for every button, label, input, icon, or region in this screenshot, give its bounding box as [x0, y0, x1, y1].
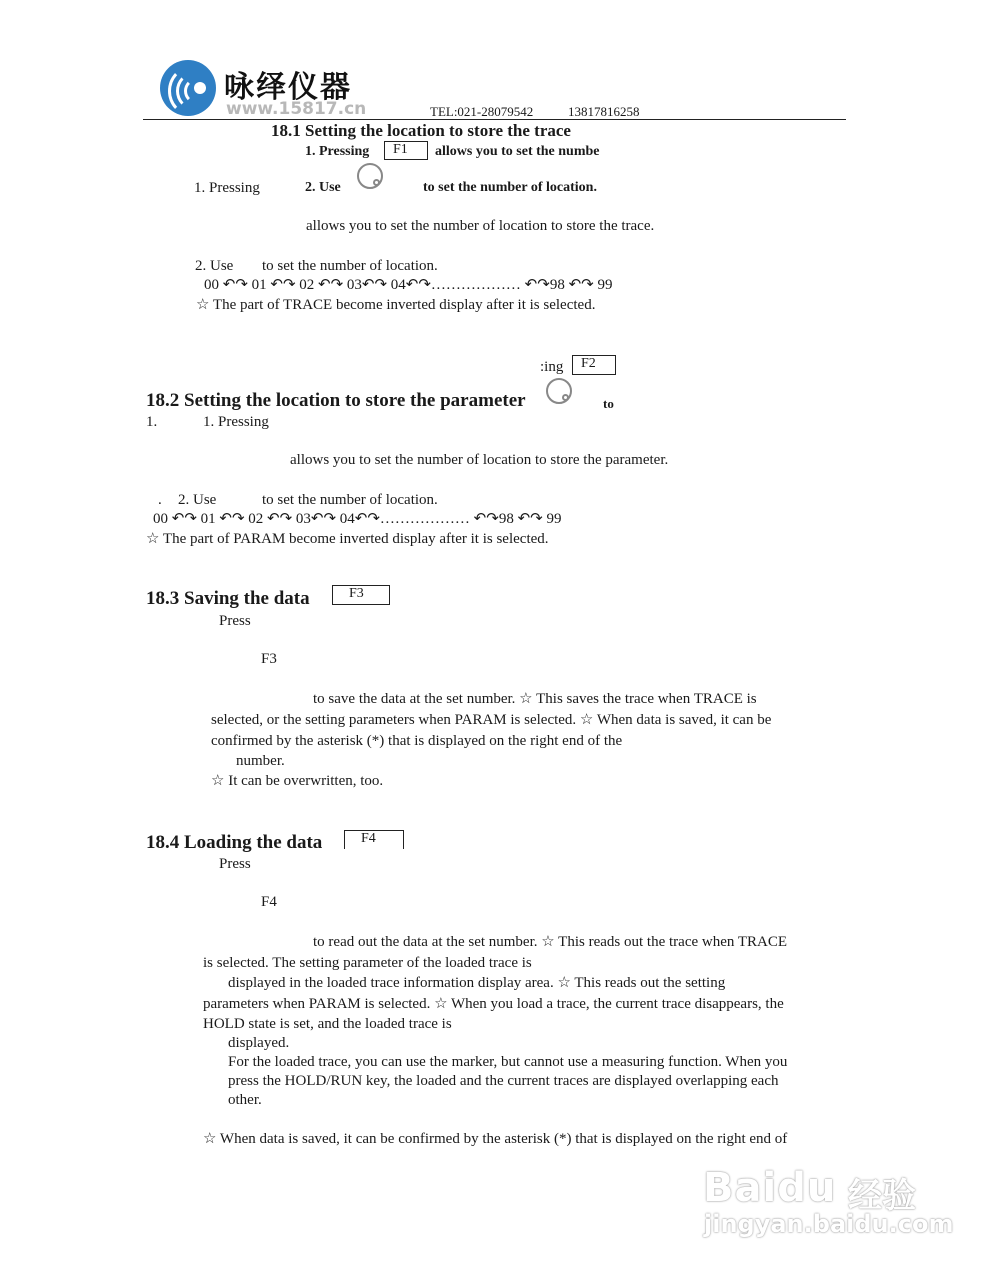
s181-use-bold: 2. Use: [305, 180, 341, 195]
rotary-knob-icon: [357, 163, 383, 189]
s183-line-3: confirmed by the asterisk (*) that is displayed on the right end of the: [211, 733, 623, 749]
s184-line-2: is selected. The setting parameter of the loaded trace is: [203, 955, 532, 971]
s182-num-fragment: 1.: [146, 414, 158, 430]
s182-dot: .: [158, 492, 162, 508]
s182-use: 2. Use: [178, 492, 217, 508]
s183-key-text: F3: [261, 651, 277, 667]
s184-press: Press: [219, 856, 251, 872]
s181-allows: allows you to set the number of location to store the trace.: [306, 218, 655, 234]
s183-line-5: ☆ It can be overwritten, too.: [211, 773, 384, 789]
s181-sequence: 00 ↶↷ 01 ↶↷ 02 ↶↷ 03↶↷ 04↶↷……………… ↶↷98 ↶↷ 99: [204, 277, 613, 293]
s182-pressing: 1. Pressing: [203, 414, 269, 430]
s183-press: Press: [219, 613, 251, 629]
s184-line-4: parameters when PARAM is selected. ☆ When you load a trace, the current trace disappears, the: [203, 996, 784, 1012]
section-18-2-title: 18.2 Setting the location to store the parameter: [146, 390, 526, 411]
f1-key: F1: [384, 141, 428, 160]
section-18-4-title: 18.4 Loading the data: [146, 832, 323, 853]
s182-sequence: 00 ↶↷ 01 ↶↷ 02 ↶↷ 03↶↷ 04↶↷……………… ↶↷98 ↶↷ 99: [153, 511, 562, 527]
logo-waves-icon: [160, 60, 216, 116]
s181-line1-suffix: allows you to set the numbe: [435, 144, 600, 159]
watermark-brand: Baidu: [703, 1165, 837, 1211]
s184-line-5: HOLD state is set, and the loaded trace is: [203, 1016, 452, 1032]
s184-key-text: F4: [261, 894, 277, 910]
s181-use2-suffix: to set the number of location.: [262, 258, 438, 274]
f3-key: F3: [332, 585, 390, 605]
header-tel: TEL:021-28079542: [430, 104, 534, 119]
s181-use-suffix: to set the number of location.: [423, 180, 597, 195]
rotary-knob-icon: [546, 378, 572, 404]
s184-line-8: press the HOLD/RUN key, the loaded and the current traces are displayed overlapping each: [228, 1073, 779, 1089]
brand-name: 咏绎仪器: [224, 70, 352, 105]
s182-ing-fragment: :ing: [540, 359, 564, 375]
s183-line-2: selected, or the setting parameters when PARAM is selected. ☆ When data is saved, it can be: [211, 712, 772, 728]
brand-url: www.15817.cn: [226, 99, 367, 119]
watermark-url: jingyan.baidu.com: [704, 1210, 954, 1238]
s184-line-1: to read out the data at the set number. ☆ This reads out the trace when TRACE: [313, 934, 788, 950]
s184-line-9: other.: [228, 1092, 262, 1108]
s182-use-suffix: to set the number of location.: [262, 492, 438, 508]
s182-to-fragment: to: [603, 396, 614, 411]
s181-use2: 2. Use: [195, 258, 234, 274]
s183-line-4: number.: [236, 753, 285, 769]
f4-key: F4: [344, 830, 404, 849]
s184-line-6: displayed.: [228, 1035, 290, 1051]
header-mobile: 13817816258: [568, 104, 640, 119]
s181-line1-prefix: 1. Pressing: [305, 144, 370, 159]
s182-note: ☆ The part of PARAM become inverted display after it is selected.: [146, 531, 549, 547]
s181-left-pressing: 1. Pressing: [194, 180, 260, 196]
s183-line-1: to save the data at the set number. ☆ This saves the trace when TRACE is: [313, 691, 757, 707]
s184-line-10: ☆ When data is saved, it can be confirmed by the asterisk (*) that is displayed on the right end of: [203, 1131, 788, 1147]
section-18-3-title: 18.3 Saving the data: [146, 588, 310, 609]
s184-line-3: displayed in the loaded trace information display area. ☆ This reads out the setting: [228, 975, 726, 991]
s182-allows: allows you to set the number of location to store the parameter.: [290, 452, 669, 468]
s181-note: ☆ The part of TRACE become inverted display after it is selected.: [196, 297, 596, 313]
section-18-1-title: 18.1 Setting the location to store the trace: [271, 121, 571, 140]
watermark-brand-cn: 经验: [848, 1176, 916, 1216]
f2-key: F2: [572, 355, 616, 375]
s184-line-7: For the loaded trace, you can use the marker, but cannot use a measuring function. When you: [228, 1054, 788, 1070]
